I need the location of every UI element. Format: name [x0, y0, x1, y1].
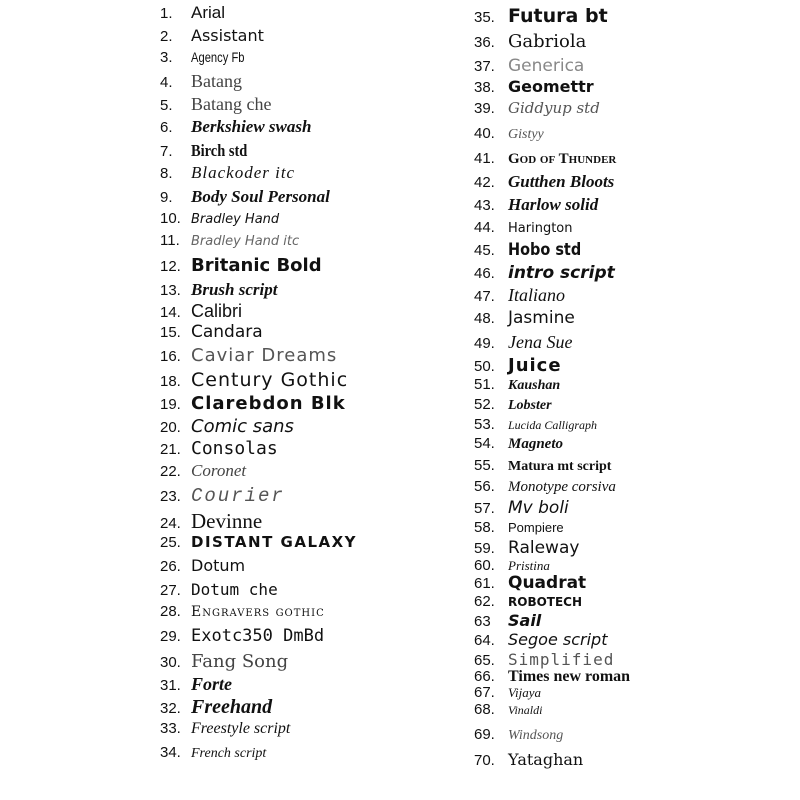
font-name: Caviar Dreams — [191, 345, 338, 366]
font-name: Lobster — [508, 398, 552, 413]
font-number: 31. — [160, 677, 181, 694]
font-name: Pristina — [508, 558, 550, 573]
font-list-item — [160, 626, 324, 646]
font-name: Batang — [191, 71, 242, 91]
font-list-item — [160, 322, 263, 342]
font-name: Jena Sue — [508, 332, 573, 352]
font-number: 33. — [160, 720, 181, 737]
font-name: Batang che — [191, 94, 272, 114]
font-name: Britanic Bold — [191, 255, 322, 276]
font-name: Dotum che — [191, 580, 278, 599]
font-name: Freestyle script — [191, 720, 291, 737]
font-name: Vijaya — [508, 685, 541, 700]
font-name: Raleway — [508, 538, 580, 558]
font-name: French script — [191, 746, 267, 761]
font-list-item — [160, 280, 277, 300]
font-name: Body Soul Personal — [191, 187, 330, 206]
font-name: Clarebdon Blk — [191, 393, 346, 414]
font-name: Forte — [191, 674, 233, 694]
font-name: Candara — [191, 322, 263, 342]
font-list-item — [160, 232, 299, 249]
font-number: 9. — [160, 189, 173, 206]
font-number: 10. — [160, 210, 181, 227]
font-name: Devinne — [191, 509, 263, 533]
font-list-item — [474, 219, 572, 236]
font-name: Mv boli — [508, 498, 569, 518]
font-number: 40. — [474, 125, 495, 142]
font-number: 63 — [474, 613, 491, 630]
font-list-item — [474, 611, 541, 630]
font-name: Engravers gothic — [191, 604, 325, 620]
font-name: God of Thunder — [508, 151, 617, 167]
font-list-item — [160, 369, 348, 391]
font-name: Quadrat — [508, 573, 587, 593]
font-number: 30. — [160, 654, 181, 671]
font-name: Consolas — [191, 438, 278, 459]
font-list-item — [160, 603, 325, 620]
font-number: 19. — [160, 396, 181, 413]
font-list-item — [160, 141, 257, 161]
font-number: 18. — [160, 373, 181, 390]
font-number: 28. — [160, 603, 181, 620]
font-name: Courier — [191, 485, 285, 507]
font-number: 3. — [160, 49, 173, 66]
font-name: Harlow solid — [508, 195, 599, 214]
font-number: 36. — [474, 34, 495, 51]
font-list-item — [474, 5, 608, 27]
font-list-item — [160, 117, 311, 137]
font-list-item — [474, 195, 598, 215]
font-number: 22. — [160, 463, 181, 480]
font-name: Comic sans — [191, 416, 294, 437]
font-list-item — [474, 77, 594, 96]
font-list-item — [474, 726, 563, 744]
font-list-item — [474, 650, 614, 669]
font-number: 7. — [160, 143, 173, 160]
font-number: 44. — [474, 219, 495, 236]
font-list-item — [474, 557, 550, 574]
font-list-item — [474, 478, 616, 496]
font-name: Bradley Hand itc — [191, 234, 300, 249]
font-name: Kaushan — [508, 378, 561, 393]
font-list-item — [474, 750, 583, 769]
font-list-item — [160, 744, 266, 762]
font-list-item — [160, 187, 330, 207]
font-list-item — [474, 538, 579, 558]
font-name: Harington — [508, 221, 573, 236]
font-list-item — [474, 308, 575, 328]
font-number: 6. — [160, 119, 173, 136]
font-list-item — [474, 498, 569, 518]
font-number: 35. — [474, 9, 495, 26]
font-name: intro script — [508, 263, 615, 283]
font-list-item — [474, 396, 552, 414]
font-number: 42. — [474, 174, 495, 191]
font-number: 59. — [474, 540, 495, 557]
font-number: 32. — [160, 700, 181, 717]
font-list-item — [474, 435, 563, 453]
font-number: 27. — [160, 582, 181, 599]
font-list-item — [160, 580, 278, 599]
font-list-item — [160, 438, 278, 459]
font-name: Generica — [508, 56, 585, 76]
font-number: 60. — [474, 557, 495, 574]
font-name: Birch std — [191, 141, 248, 160]
font-number: 41. — [474, 150, 495, 167]
font-number: 15. — [160, 324, 181, 341]
font-number: 69. — [474, 726, 495, 743]
font-number: 68. — [474, 701, 495, 718]
font-name: Exotc350 DmBd — [191, 626, 325, 646]
font-name: Sail — [508, 611, 542, 630]
font-list-item — [160, 163, 295, 183]
font-list-item — [474, 701, 542, 718]
font-list-item — [160, 94, 271, 115]
font-name: Windsong — [508, 728, 564, 743]
font-name: Juice — [508, 355, 562, 376]
font-number: 47. — [474, 288, 495, 305]
font-name: Assistant — [191, 26, 264, 45]
font-list-item — [474, 31, 586, 52]
font-name: Simplified — [508, 650, 615, 669]
font-list-item — [160, 533, 357, 551]
font-list-item — [160, 49, 258, 66]
font-number: 8. — [160, 165, 173, 182]
font-number: 4. — [160, 74, 173, 91]
font-list-item — [474, 376, 560, 394]
font-list-item — [160, 71, 242, 92]
font-number: 25. — [160, 534, 181, 551]
font-name: Yataghan — [508, 750, 584, 769]
font-name: Coronet — [191, 461, 247, 480]
font-number: 49. — [474, 335, 495, 352]
font-name: Segoe script — [508, 630, 608, 649]
font-name: DISTANT GALAXY — [191, 533, 358, 551]
font-list-item — [474, 573, 586, 593]
font-list-item — [474, 285, 565, 306]
font-list-item — [474, 125, 544, 143]
font-name: Bradley Hand — [191, 212, 280, 227]
font-name: Monotype corsiva — [508, 479, 616, 495]
font-name: Blackoder itc — [191, 163, 296, 182]
font-name: Giddyup std — [508, 99, 600, 117]
font-name: Gistyy — [508, 127, 544, 142]
font-list-item — [160, 416, 294, 437]
font-number: 39. — [474, 100, 495, 117]
font-name: Hobo std — [508, 240, 582, 260]
font-name: Century Gothic — [191, 369, 349, 391]
font-number: 13. — [160, 282, 181, 299]
font-list-item — [474, 56, 584, 76]
font-name: ROBOTECH — [508, 595, 583, 609]
font-list-item — [160, 509, 262, 534]
font-number: 24. — [160, 515, 181, 532]
font-list-item — [474, 416, 597, 433]
font-number: 46. — [474, 265, 495, 282]
font-list-item — [160, 255, 322, 276]
font-list-item — [474, 172, 614, 192]
font-name: Futura bt — [508, 5, 608, 27]
font-number: 21. — [160, 441, 181, 458]
font-number: 70. — [474, 752, 495, 769]
font-list-item — [474, 240, 594, 260]
font-number: 29. — [160, 628, 181, 645]
font-list-item — [474, 630, 607, 649]
font-number: 55. — [474, 457, 495, 474]
font-number: 58. — [474, 519, 495, 536]
font-name: Arial — [191, 3, 226, 22]
font-number: 51. — [474, 376, 495, 393]
font-number: 62. — [474, 593, 495, 610]
font-list-item — [474, 519, 564, 536]
font-number: 57. — [474, 500, 495, 517]
font-number: 66. — [474, 668, 495, 685]
font-number: 26. — [160, 558, 181, 575]
font-list-item — [160, 345, 337, 366]
font-name: Vinaldi — [508, 703, 543, 717]
font-number: 64. — [474, 632, 495, 649]
font-number: 14. — [160, 304, 181, 321]
font-number: 2. — [160, 28, 173, 45]
font-number: 53. — [474, 416, 495, 433]
font-list-item — [474, 150, 616, 168]
font-list-item — [160, 26, 264, 45]
font-list-item — [160, 651, 288, 672]
font-name: Magneto — [508, 436, 564, 452]
font-number: 65. — [474, 652, 495, 669]
font-number: 16. — [160, 348, 181, 365]
font-number: 34. — [160, 744, 181, 761]
font-number: 45. — [474, 242, 495, 259]
font-name: Jasmine — [508, 308, 575, 328]
font-name: Geomettr — [508, 77, 594, 96]
font-number: 12. — [160, 258, 181, 275]
font-list-item — [160, 696, 272, 719]
font-number: 61. — [474, 575, 495, 592]
font-name: Dotum — [191, 556, 246, 575]
font-name: Lucida Calligraph — [508, 418, 598, 432]
font-list-item — [160, 485, 285, 507]
font-number: 48. — [474, 310, 495, 327]
font-name: Brush script — [191, 280, 278, 299]
font-name: Berkshiew swash — [191, 117, 312, 136]
font-list-item — [474, 332, 572, 353]
font-number: 20. — [160, 419, 181, 436]
font-list-item — [474, 263, 615, 283]
font-list-item — [160, 210, 279, 227]
font-list-item — [160, 393, 346, 414]
font-list-item — [160, 3, 225, 23]
font-number: 11. — [160, 232, 180, 249]
font-name: Italiano — [508, 285, 565, 305]
font-list-item — [160, 461, 246, 481]
font-name: Freehand — [191, 696, 273, 718]
font-number: 1. — [160, 5, 173, 22]
font-number: 50. — [474, 358, 495, 375]
font-list-item — [474, 457, 611, 475]
font-name: Gutthen Bloots — [508, 172, 615, 191]
font-number: 54. — [474, 435, 495, 452]
font-number: 43. — [474, 197, 495, 214]
font-list-item — [474, 684, 541, 701]
font-name: Times new roman — [508, 668, 631, 685]
font-number: 23. — [160, 488, 181, 505]
font-name: Calibri — [191, 301, 243, 321]
font-name: Matura mt script — [508, 459, 612, 474]
font-number: 38. — [474, 79, 495, 96]
font-name: Agency Fb — [191, 49, 245, 65]
font-name: Gabriola — [508, 31, 587, 52]
font-number: 5. — [160, 97, 173, 114]
font-list-item — [474, 99, 600, 117]
font-list-item — [474, 355, 562, 376]
font-number: 67. — [474, 684, 495, 701]
font-list-item — [160, 674, 232, 695]
font-name: Fang Song — [191, 651, 289, 672]
font-number: 52. — [474, 396, 495, 413]
font-number: 37. — [474, 58, 495, 75]
font-list-item — [474, 593, 582, 610]
font-list-item — [160, 301, 242, 322]
font-number: 56. — [474, 478, 495, 495]
font-list-item — [160, 720, 290, 738]
font-list-item — [160, 556, 245, 575]
font-name: Pompiere — [508, 520, 564, 535]
